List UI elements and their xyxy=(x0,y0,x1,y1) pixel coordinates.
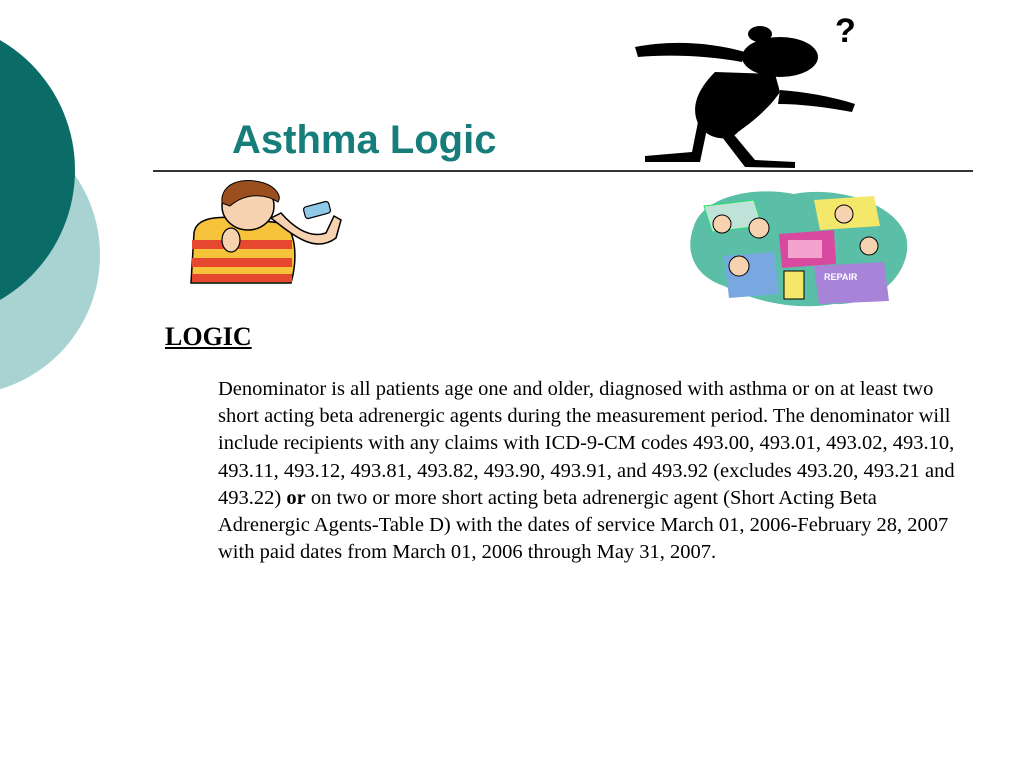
description-part-1: Denominator is all patients age one and older, diagnosed with asthma or on at least two short acting beta adrenergic agents during the measurement period. The denominator will include recipients with any claims with ICD-9-CM codes 493.00, 493.01, 493.02, 493.10, 493.11, 493.12, 493.81, 493.82, 493.90, 493.91, and 493.92 (excludes 493.20, 493.21 and 493.22) xyxy=(218,378,955,509)
thinking-figure-clipart xyxy=(630,12,890,172)
repair-sign-text: REPAIR xyxy=(824,272,858,282)
slide-title: Asthma Logic xyxy=(232,118,497,162)
question-mark-icon: ? xyxy=(835,12,856,50)
inhaler-boy-clipart xyxy=(186,178,351,288)
description-emphasis: or xyxy=(286,486,306,509)
decorative-circles xyxy=(0,0,110,420)
section-heading: LOGIC xyxy=(165,322,252,351)
logic-description xyxy=(218,376,963,566)
office-collage-clipart xyxy=(684,186,914,311)
description-part-2: on two or more short acting beta adrenergic agent (Short Acting Beta Adrenergic Agents-Table D) with the dates of service March 01, 2006-February 28, 2007 with paid dates from March 01, 2006 through May 31, 2007. xyxy=(218,486,949,564)
